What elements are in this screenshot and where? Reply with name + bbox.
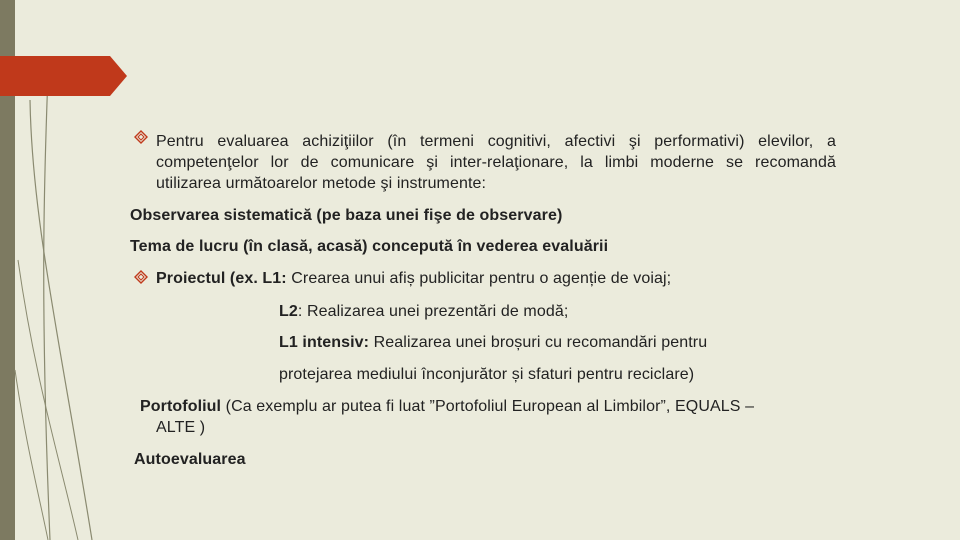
para1-line3: utilizarea următoarelor metode şi instrumente: (156, 175, 487, 192)
diamond-outline-icon (134, 270, 148, 284)
autoevaluare-line: Autoevaluarea (134, 451, 246, 468)
diamond-outline-icon (134, 130, 148, 144)
tema-line: Tema de lucru (în clasă, acasă) concepută în vederea evaluării (130, 238, 609, 255)
portofoliu-line (140, 396, 754, 417)
proiect-l2-label: L2 (279, 303, 298, 320)
accent-arrow-shape (0, 56, 127, 96)
proiect-l1i-continuation: protejarea mediului înconjurător și sfaturi pentru reciclare) (279, 366, 695, 383)
proiect-l1i-line (279, 332, 707, 353)
portofoliu-continuation: ALTE ) (156, 419, 206, 436)
proiect-label: Proiectul (ex. L1: (156, 270, 287, 287)
proiect-l2-text: : Realizarea unei prezentări de modă; (297, 303, 569, 320)
portofoliu-label: Portofoliul (140, 398, 222, 415)
para1-line1: Pentru evaluarea achiziţiilor (în termeni cognitivi, afectivi şi performativi) elevilor, a (156, 133, 836, 150)
para1-line2: competenţelor lor de comunicare şi inter-relaţionare, la limbi moderne se recomandă (156, 154, 836, 171)
proiect-line (156, 268, 671, 289)
observare-line: Observarea sistematică (pe baza unei fişe de observare) (130, 207, 563, 224)
portofoliu-text: (Ca exemplu ar putea fi luat ”Portofoliul European al Limbilor”, EQUALS – (221, 398, 755, 415)
proiect-text: Crearea unui afiș publicitar pentru o agenție de voiaj; (286, 270, 672, 287)
proiect-l1i-label: L1 intensiv: (279, 334, 370, 351)
proiect-l2-line (279, 301, 568, 322)
proiect-l1i-text: Realizarea unei broșuri cu recomandări pentru (369, 334, 708, 351)
